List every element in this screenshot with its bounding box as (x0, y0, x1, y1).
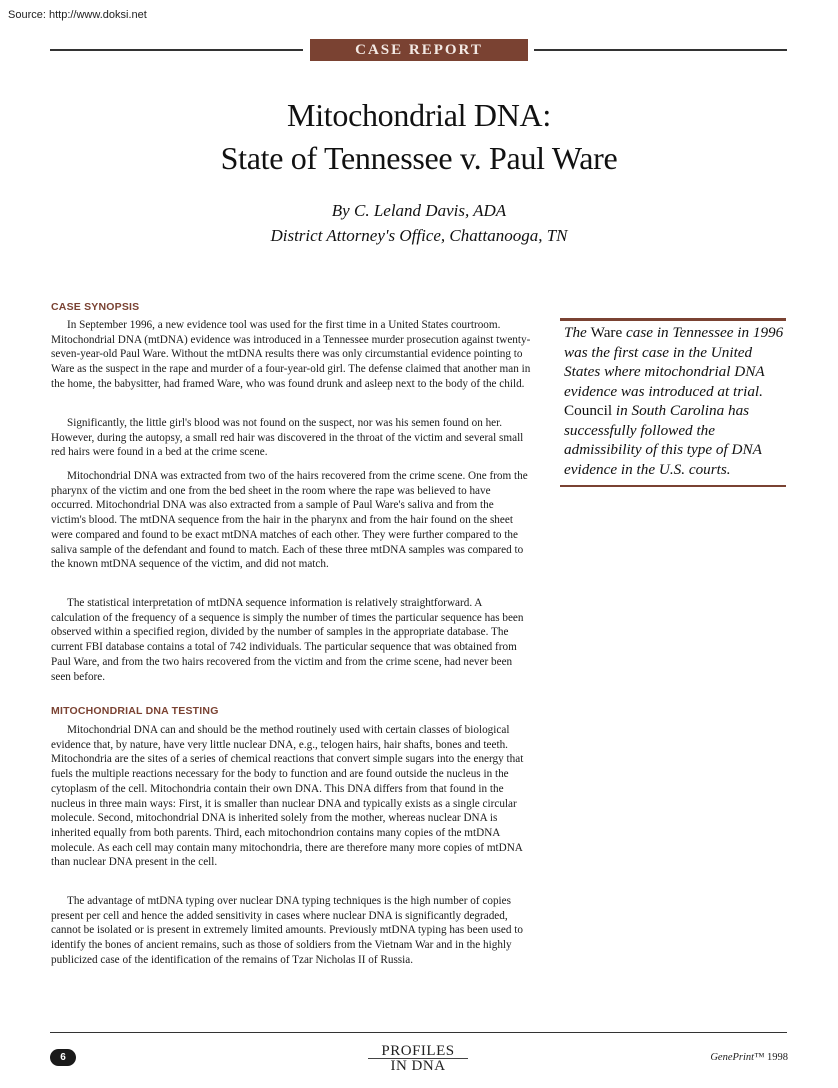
pullquote-rule-bottom (560, 485, 786, 487)
page-title-line1: Mitochondrial DNA: (287, 97, 551, 133)
footer-publication: GenePrint™ 1998 (710, 1052, 788, 1063)
header-rule-left (50, 49, 303, 51)
paragraph: The statistical interpretation of mtDNA sequence information is relatively straightforward. A calculation of the frequency of a sequence is simply the number of times the particular sequence has been observed within a specified region, divided by the number of samples in the appropriate database. The current FBI database contains a total of 742 individuals. The particular sequence that was obtained from Paul Ware, and from the two hairs recovered from the victim and from the crime scene, had never been seen before. (51, 597, 524, 683)
heading-mtdna-testing: MITOCHONDRIAL DNA TESTING (51, 705, 219, 717)
paragraph: Significantly, the little girl's blood was not found on the suspect, nor was his semen found on her. However, during the autopsy, a small red hair was discovered in the throat of the victim and several small red hairs were found in a bed at the crime scene. (51, 417, 524, 459)
source-url: Source: http://www.doksi.net (8, 9, 147, 21)
paragraph: The advantage of mtDNA typing over nuclear DNA typing techniques is the high number of copies present per cell and hence the added sensitivity in cases where nuclear DNA is significantly degraded, cannot be isolated or is present in extremely limited amounts. Previously mtDNA typing has been used to identify the bones of ancient remains, such as those of soldiers from the Vietnam War and in the highly publicized case of the identification of the remains of Tzar Nicholas II of Russia. (51, 895, 523, 966)
byline-office: District Attorney's Office, Chattanooga, TN (270, 226, 568, 245)
profiles-in-dna-logo: PROFILES IN DNA (368, 1044, 468, 1073)
page-title-line2: State of Tennessee v. Paul Ware (220, 140, 618, 176)
paragraph: Mitochondrial DNA was extracted from two of the hairs recovered from the crime scene. One from the pharynx of the victim and one from the bed sheet in the room where the rape was believed to have occurred. Mitochondrial DNA was also extracted from a sample of Paul Ware's saliva and from the victim's blood. The mtDNA sequence from the hair in the pharynx and from the hair found on the sheet were compared and found to be exact mtDNA matches of each other. They were further compared to the saliva sample of the defendant and found to match. Each of these three mtDNA samples was compared to the known mtDNA sequence of the victim, and did not match. (51, 470, 528, 571)
pullquote: The Ware case in Tennessee in 1996 was the first case in the United States where mitochondrial DNA evidence was introduced at trial. Council in South Carolina has successfully followed the admissibility of this type of DNA evidence in the U.S. courts. (564, 324, 784, 478)
paragraph: Mitochondrial DNA can and should be the method routinely used with certain classes of biological evidence that, by nature, have very little nuclear DNA, e.g., telogen hairs, hair shafts, bones and teeth. Mitochondria are the sites of a series of chemical reactions that convert simple sugars into the energy that fuels the multiple reactions necessary for the body to function and are found outside the nucleus in the cytoplasm of the cell. Mitochondria contain their own DNA. This DNA differs from that found in the nucleus in three main ways: First, it is smaller than nuclear DNA and typically exists as a single circular molecule. Second, mitochondrial DNA is inherited solely from the mother, whereas nuclear DNA is inherited equally from both parents. Third, each mitochondrion contains many copies of the mtDNA molecule. As each cell may contain many mitochondria, there are therefore many more copies of mtDNA than nuclear DNA present in the cell. (51, 724, 524, 869)
byline-author: By C. Leland Davis, ADA (331, 201, 507, 220)
pullquote-rule-top (560, 318, 786, 321)
page-number-badge: 6 (50, 1049, 76, 1066)
paragraph: In September 1996, a new evidence tool was used for the first time in a United States courtroom. Mitochondrial DNA (mtDNA) evidence was introduced in a Tennessee murder prosecution against twenty-seven-year-old Paul Ware. Without the mtDNA results there was only circumstantial evidence pointing to Ware as the suspect in the rape and murder of a four-year-old girl. The defense claimed that another man in the home, the babysitter, had framed Ware, who was found drunk and asleep next to the body of the child. (51, 319, 531, 390)
footer-rule (50, 1032, 787, 1033)
header-rule-right (534, 49, 787, 51)
section-label: CASE REPORT (310, 39, 528, 61)
heading-case-synopsis: CASE SYNOPSIS (51, 301, 140, 313)
